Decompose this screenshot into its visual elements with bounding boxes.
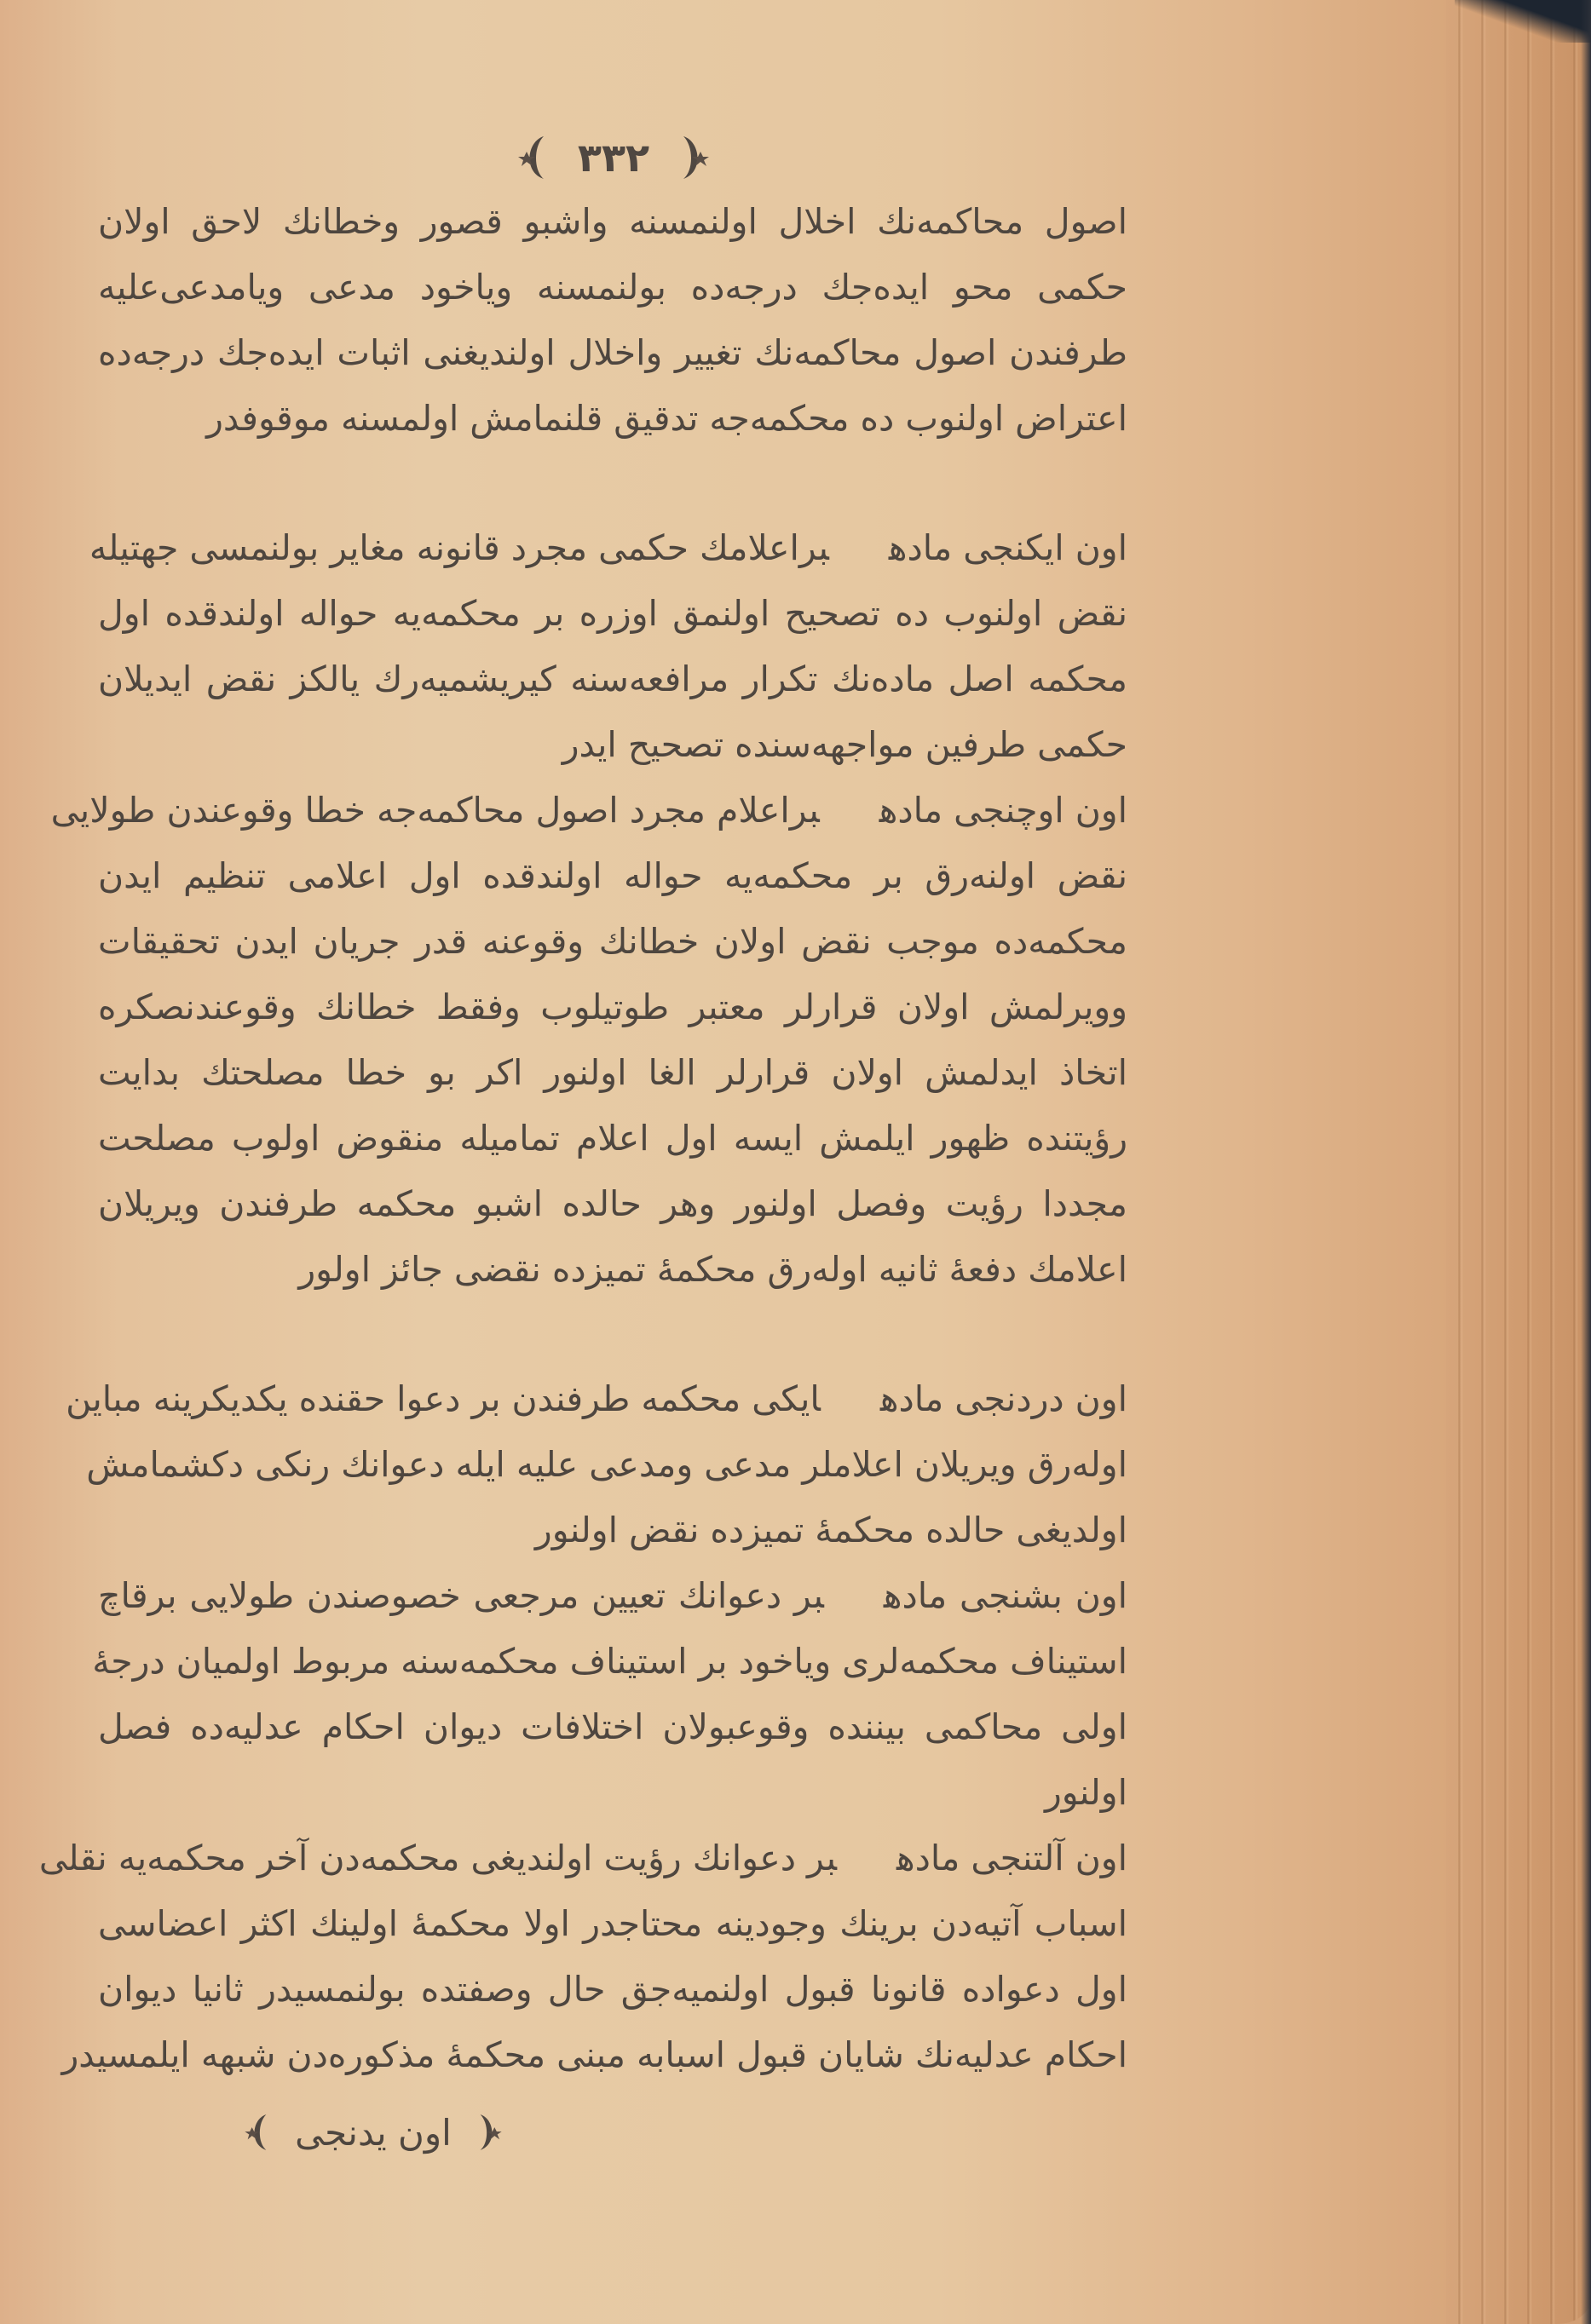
text-span: بر دعوانك تعیین مرجعی خصوصندن طولایی برقاچ bbox=[98, 1575, 824, 1616]
body-text bbox=[38, 189, 1127, 2088]
text-line: اولدیغی حالده محكمهٔ تمیزده نقض اولنور bbox=[534, 1510, 1127, 1550]
crescent-star-ornament-icon bbox=[242, 2111, 276, 2154]
text-line: وویرلمش اولان قرارلر معتبر طوتیلوب وفقط خطانك وقوعندنصكره bbox=[98, 987, 1127, 1027]
text-span: براعلام مجرد اصول محاكمه‌جه خطا وقوعندن طولایی bbox=[50, 790, 820, 831]
text-line: حكمی طرفین مواجهه‌سنده تصحیح ایدر bbox=[562, 724, 1127, 765]
text-line: اول دعواده قانونا قبول اولنمیه‌جق حال وصفتده بولنمسیدر ثانیا دیوان bbox=[98, 1969, 1127, 2010]
catchword bbox=[228, 2104, 518, 2160]
article-label: اون بشنجی ماده bbox=[883, 1575, 1127, 1616]
text-line: احكام عدلیه‌نك شایان قبول اسبابه مبنی محكمهٔ مذكوره‌دن شبهه ایلمسیدر bbox=[61, 2034, 1127, 2075]
text-span: ایكی محكمه طرفندن بر دعوا حقنده یكدیكرینه مباین bbox=[66, 1378, 821, 1419]
article-16 bbox=[38, 1826, 1127, 2088]
text-line: اصول محاكمه‌نك اخلال اولنمسنه واشبو قصور وخطانك لاحق اولان bbox=[98, 201, 1127, 242]
crescent-star-ornament-icon bbox=[515, 133, 556, 182]
article-label: اون اوچنجی ماده bbox=[879, 790, 1127, 831]
background-edge bbox=[1581, 0, 1591, 2324]
text-line bbox=[98, 1563, 1127, 1629]
text-line bbox=[66, 1366, 1127, 1432]
article-label: اون دردنجی ماده bbox=[879, 1378, 1127, 1419]
page-number: ٣٣٢ bbox=[577, 135, 650, 181]
text-line: مجددا رؤیت وفصل اولنور وهر حالده اشبو محكمه طرفندن ویریلان bbox=[98, 1183, 1127, 1224]
article-label: اون ایكنجی ماده bbox=[888, 527, 1127, 568]
article-label: اون آلتنجی ماده bbox=[896, 1838, 1127, 1878]
crescent-star-ornament-icon bbox=[672, 133, 712, 182]
text-line: اولی محاكمی بیننده وقوعبولان اختلافات دیوان احكام عدلیه‌ده فصل bbox=[98, 1706, 1127, 1747]
article-12 bbox=[89, 515, 1127, 778]
text-line: حكمی محو ایده‌جك درجه‌ده بولنمسنه ویاخود مدعی ویامدعی‌علیه bbox=[98, 267, 1127, 308]
text-line bbox=[38, 1826, 1127, 1891]
text-line: اسباب آتیه‌دن برینك وجودینه محتاجدر اولا محكمهٔ اولینك اكثر اعضاسی bbox=[98, 1903, 1127, 1944]
article-13 bbox=[50, 778, 1127, 1303]
text-span: براعلامك حكمی مجرد قانونه مغایر بولنمسی جهتیله bbox=[89, 527, 829, 568]
page-header bbox=[477, 124, 750, 192]
text-line: محكمه اصل ماده‌نك تكرار مرافعه‌سنه كیریشمیه‌رك یالكز نقض ایدیلان bbox=[98, 659, 1127, 699]
text-line: نقض اولنوب ده تصحیح اولنمق اوزره بر محكمه‌یه حواله اولندقده اول bbox=[98, 593, 1127, 634]
text-line: رؤیتنده ظهور ایلمش ایسه اول اعلام تمامیله منقوض اولوب مصلحت bbox=[98, 1118, 1127, 1159]
text-line: طرفندن اصول محاكمه‌نك تغییر واخلال اولندیغنی اثبات ایده‌جك درجه‌ده bbox=[98, 332, 1127, 373]
paragraph-continuation bbox=[98, 189, 1127, 452]
text-line bbox=[89, 515, 1127, 581]
text-line bbox=[50, 778, 1127, 843]
article-14 bbox=[66, 1366, 1127, 1563]
crescent-star-ornament-icon bbox=[470, 2111, 504, 2154]
text-span: بر دعوانك رؤیت اولندیغی محكمه‌دن آخر محكمه‌یه نقلی bbox=[38, 1838, 838, 1878]
page-edges bbox=[1446, 0, 1591, 2324]
text-line: اعتراض اولنوب ده محكمه‌جه تدقیق قلنمامش اولمسنه موقوفدر bbox=[206, 398, 1127, 439]
text-line: اوله‌رق ویریلان اعلاملر مدعی ومدعی علیه ایله دعوانك رنكی دكشمامش bbox=[86, 1444, 1127, 1485]
text-line: اعلامك دفعهٔ ثانیه اوله‌رق محكمهٔ تمیزده نقضی جائز اولور bbox=[298, 1249, 1127, 1290]
article-15 bbox=[92, 1563, 1127, 1826]
text-line: نقض اولنه‌رق بر محكمه‌یه حواله اولندقده اول اعلامی تنظیم ایدن bbox=[98, 855, 1127, 896]
text-line: استیناف محكمه‌لری ویاخود بر استیناف محكمه‌سنه مربوط اولمیان درجهٔ bbox=[92, 1641, 1127, 1682]
text-line: اولنور bbox=[1044, 1772, 1127, 1813]
text-line: اتخاذ ایدلمش اولان قرارلر الغا اولنور اكر بو خطا مصلحتك بدایت bbox=[98, 1052, 1127, 1093]
background-corner bbox=[1455, 0, 1591, 43]
text-line: محكمه‌ده موجب نقض اولان خطانك وقوعنه قدر جریان ایدن تحقیقات bbox=[98, 921, 1127, 962]
catchword-text: اون یدنجی bbox=[295, 2111, 452, 2154]
